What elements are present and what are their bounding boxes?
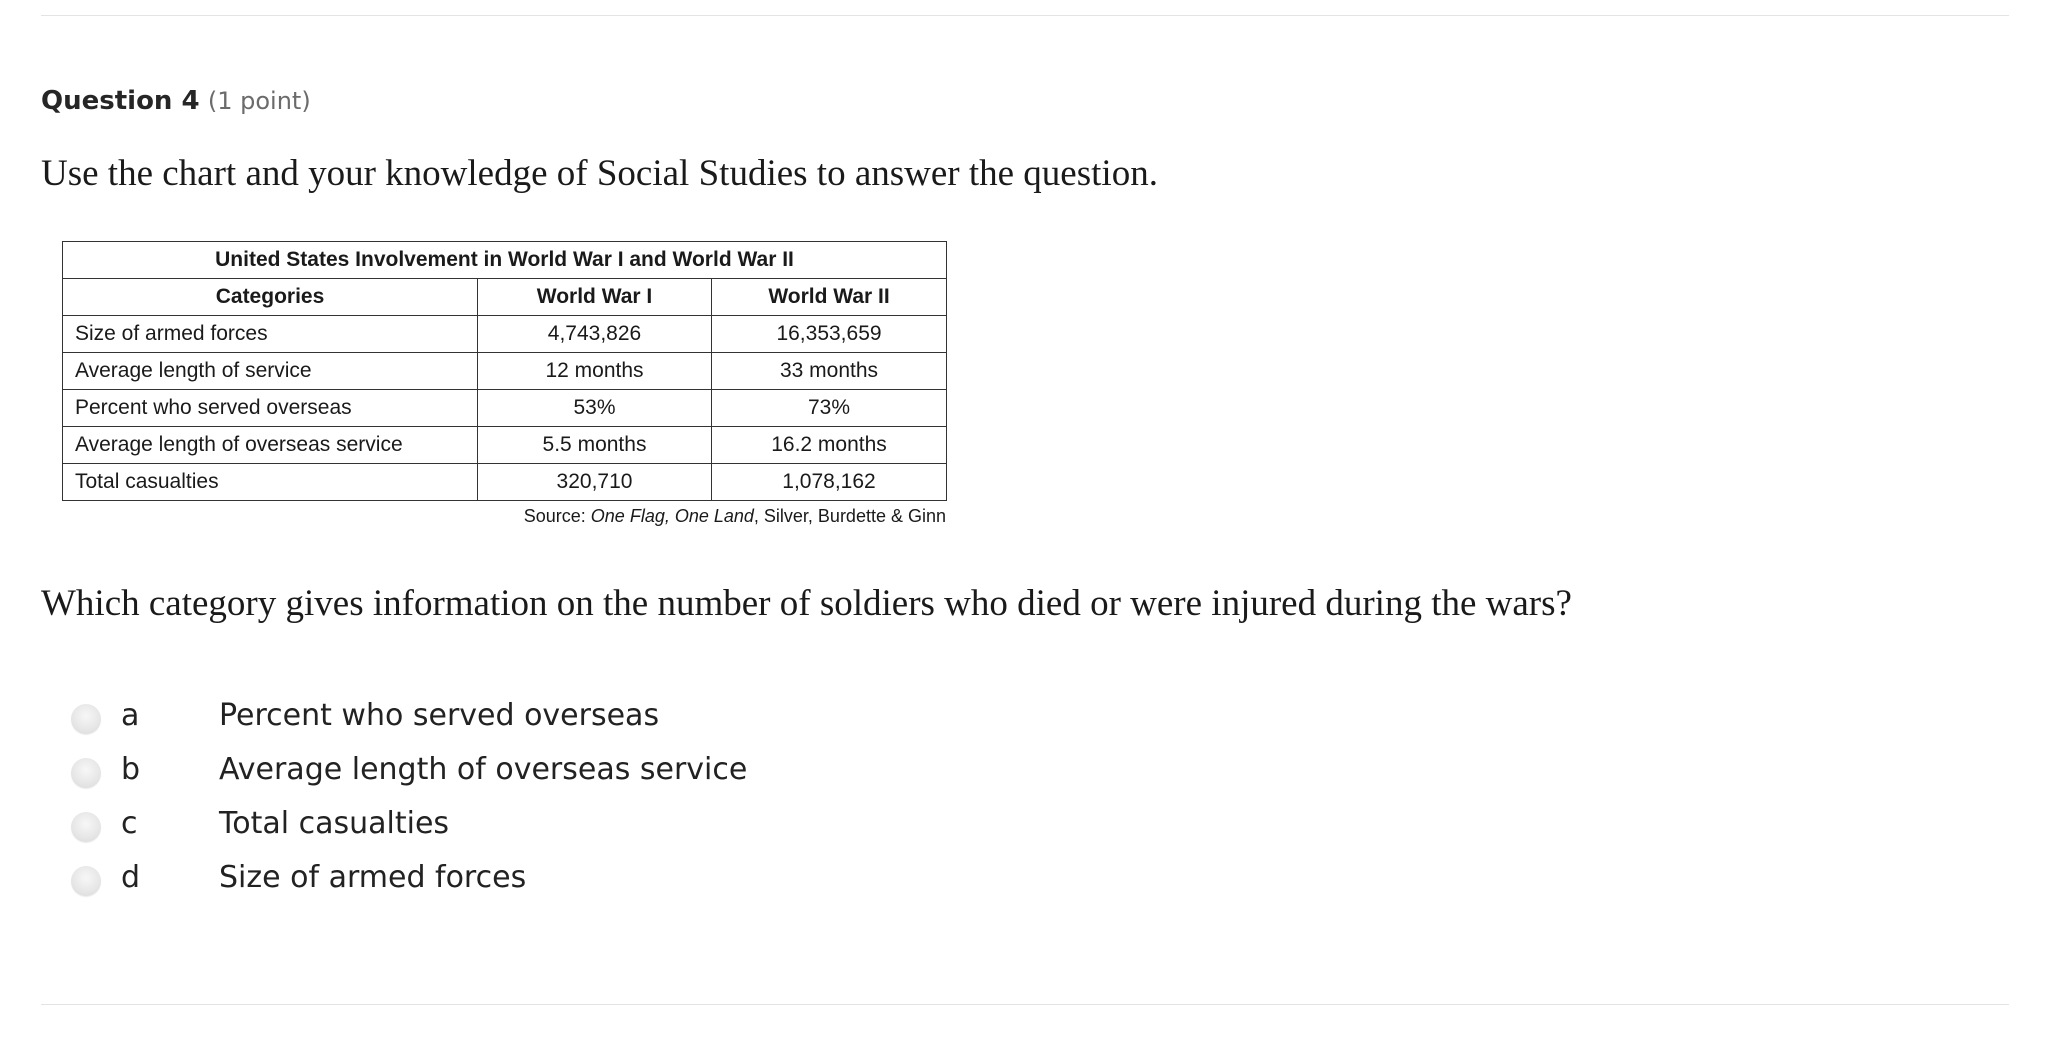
radio-button[interactable] xyxy=(71,812,101,842)
source-label: Source: xyxy=(523,506,586,526)
radio-button[interactable] xyxy=(71,758,101,788)
table-header-wwi: World War I xyxy=(478,279,712,316)
option-letter: c xyxy=(121,806,138,841)
question-title: Question 4 xyxy=(41,86,200,116)
table-cell-wwi: 53% xyxy=(478,390,712,427)
table-cell-wwi: 320,710 xyxy=(478,464,712,501)
option-d[interactable] xyxy=(70,852,870,906)
question-points: (1 point) xyxy=(207,87,311,115)
table-source xyxy=(62,503,946,529)
table-cell-category: Total casualties xyxy=(63,464,478,501)
table-cell-wwii: 1,078,162 xyxy=(712,464,947,501)
table-title: United States Involvement in World War I and World War II xyxy=(63,242,947,279)
top-divider xyxy=(41,15,2009,16)
option-text[interactable]: Percent who served overseas xyxy=(219,698,660,733)
table-row xyxy=(63,353,947,390)
table-row xyxy=(63,316,947,353)
table-cell-category: Size of armed forces xyxy=(63,316,478,353)
table-header-categories: Categories xyxy=(63,279,478,316)
table-cell-category: Average length of service xyxy=(63,353,478,390)
table-cell-wwii: 73% xyxy=(712,390,947,427)
option-text[interactable]: Size of armed forces xyxy=(219,860,527,895)
table-row xyxy=(63,464,947,501)
table-cell-wwii: 16,353,659 xyxy=(712,316,947,353)
option-c[interactable] xyxy=(70,798,870,852)
option-b[interactable] xyxy=(70,744,870,798)
table-cell-wwi: 12 months xyxy=(478,353,712,390)
table-cell-wwii: 33 months xyxy=(712,353,947,390)
option-letter: a xyxy=(121,698,140,733)
bottom-divider xyxy=(41,1004,2009,1005)
data-table xyxy=(62,241,947,501)
option-a[interactable] xyxy=(70,690,870,744)
option-letter: b xyxy=(121,752,141,787)
table-cell-wwii: 16.2 months xyxy=(712,427,947,464)
table-row xyxy=(63,390,947,427)
question-prompt: Which category gives information on the number of soldiers who died or were injured during the wars? xyxy=(41,583,1572,624)
radio-button[interactable] xyxy=(71,866,101,896)
option-text[interactable]: Total casualties xyxy=(219,806,450,841)
question-header xyxy=(41,84,311,118)
table-cell-wwi: 5.5 months xyxy=(478,427,712,464)
table-header-wwii: World War II xyxy=(712,279,947,316)
option-letter: d xyxy=(121,860,141,895)
table-cell-category: Average length of overseas service xyxy=(63,427,478,464)
table-cell-category: Percent who served overseas xyxy=(63,390,478,427)
option-text[interactable]: Average length of overseas service xyxy=(219,752,748,787)
table-cell-wwi: 4,743,826 xyxy=(478,316,712,353)
source-publisher: , Silver, Burdette & Ginn xyxy=(753,506,946,526)
table-row xyxy=(63,427,947,464)
radio-button[interactable] xyxy=(71,704,101,734)
intro-text: Use the chart and your knowledge of Social Studies to answer the question. xyxy=(41,153,1158,194)
data-table-figure xyxy=(62,241,946,529)
answer-options xyxy=(70,690,870,906)
source-title: One Flag, One Land xyxy=(590,506,754,526)
